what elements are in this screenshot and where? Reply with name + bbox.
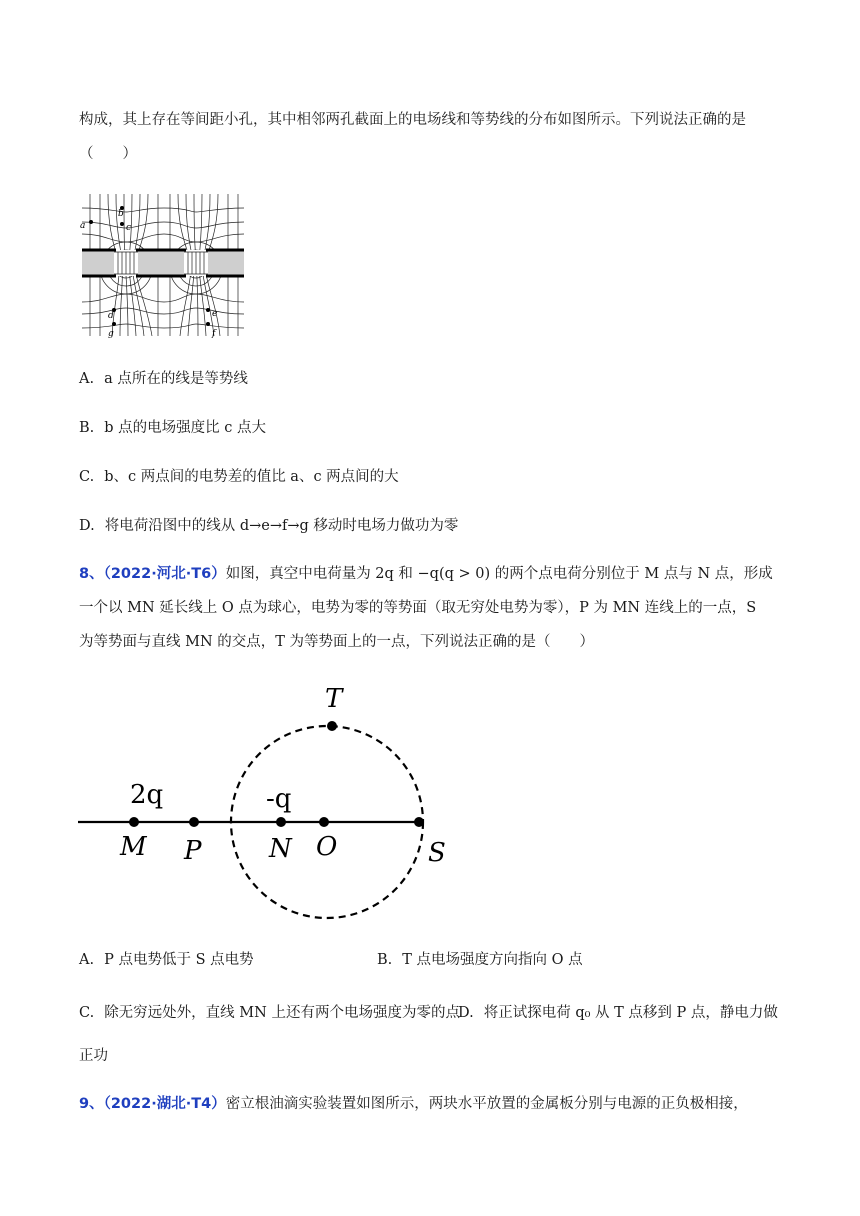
q7-label-c: c: [126, 223, 132, 233]
q8-option-b: [377, 949, 583, 971]
q8-label-2q: 2q: [130, 780, 164, 810]
option-text: 将正试探电荷 q₀ 从 T 点移到 P 点，静电力做: [483, 1005, 778, 1021]
q7-stem-line-2: （ ）: [79, 146, 137, 162]
q8-label-S: S: [428, 838, 446, 868]
q9-stem-line-1: [79, 1093, 800, 1115]
q8-stem-line-3: 为等势面与直线 MN 的交点，T 为等势面上的一点，下列说法正确的是（ ）: [79, 634, 595, 650]
option-label: D.: [79, 518, 95, 534]
option-label: A.: [79, 371, 95, 387]
option-label: C.: [79, 1005, 95, 1021]
q9-number: 9、（2022·湖北·T4）: [79, 1096, 226, 1112]
q7-stem-line-1: 构成，其上存在等间距小孔，其中相邻两孔截面上的电场线和等势线的分布如图所示。下列说法正确的是: [79, 112, 746, 128]
q8-stem-text: 如图，真空中电荷量为 2q 和 −q(q > 0) 的两个点电荷分别位于 M 点与 N 点，形成: [225, 566, 773, 582]
q8-label-N: N: [269, 834, 292, 864]
q8-label-M: M: [120, 832, 147, 862]
q8-stem-line-2: 一个以 MN 延长线上 O 点为球心，电势为零的等势面（取无穷处电势为零），P 为 MN 连线上的一点，S: [79, 600, 757, 616]
q8-charge-figure: [70, 675, 470, 925]
option-text: P 点电势低于 S 点电势: [104, 952, 254, 968]
q7-option-c: [79, 466, 800, 488]
option-text: b 点的电场强度比 c 点大: [104, 420, 266, 436]
q8-option-a: [79, 949, 254, 971]
q7-option-a: [79, 368, 800, 390]
option-label: B.: [79, 420, 95, 436]
q7-label-e: e: [212, 309, 218, 319]
option-text: b、c 两点间的电势差的值比 a、c 两点间的大: [104, 469, 399, 485]
option-label: B.: [377, 952, 393, 968]
q7-option-b: [79, 417, 800, 439]
q7-field-figure: [78, 190, 248, 340]
q7-label-d: d: [108, 311, 114, 321]
q7-option-d: [79, 515, 800, 537]
q7-label-b: b: [118, 209, 124, 219]
q8-option-d-continued: 正功: [79, 1048, 108, 1064]
option-text: 将电荷沿图中的线从 d→e→f→g 移动时电场力做功为零: [104, 518, 459, 534]
q8-label-P: P: [184, 836, 202, 866]
q8-option-d: [458, 1002, 778, 1024]
q9-stem-text: 密立根油滴实验装置如图所示，两块水平放置的金属板分别与电源的正负极相接，: [225, 1096, 748, 1112]
q7-label-f: f: [212, 329, 216, 339]
q8-number: 8、（2022·河北·T6）: [79, 566, 226, 582]
option-label: A.: [79, 952, 95, 968]
q8-label-T: T: [325, 684, 343, 714]
q8-stem-line-1: [79, 563, 800, 585]
option-text: 除无穷远处外，直线 MN 上还有两个电场强度为零的点: [104, 1005, 460, 1021]
q8-option-c: [79, 1002, 460, 1024]
q8-label-O: O: [316, 832, 338, 862]
q7-label-a: a: [80, 221, 86, 231]
q8-label-minus-q: -q: [266, 784, 292, 814]
q7-label-g: g: [108, 329, 114, 339]
option-label: D.: [458, 1005, 474, 1021]
option-label: C.: [79, 469, 95, 485]
option-text: T 点电场强度方向指向 O 点: [402, 952, 583, 968]
option-text: a 点所在的线是等势线: [104, 371, 248, 387]
